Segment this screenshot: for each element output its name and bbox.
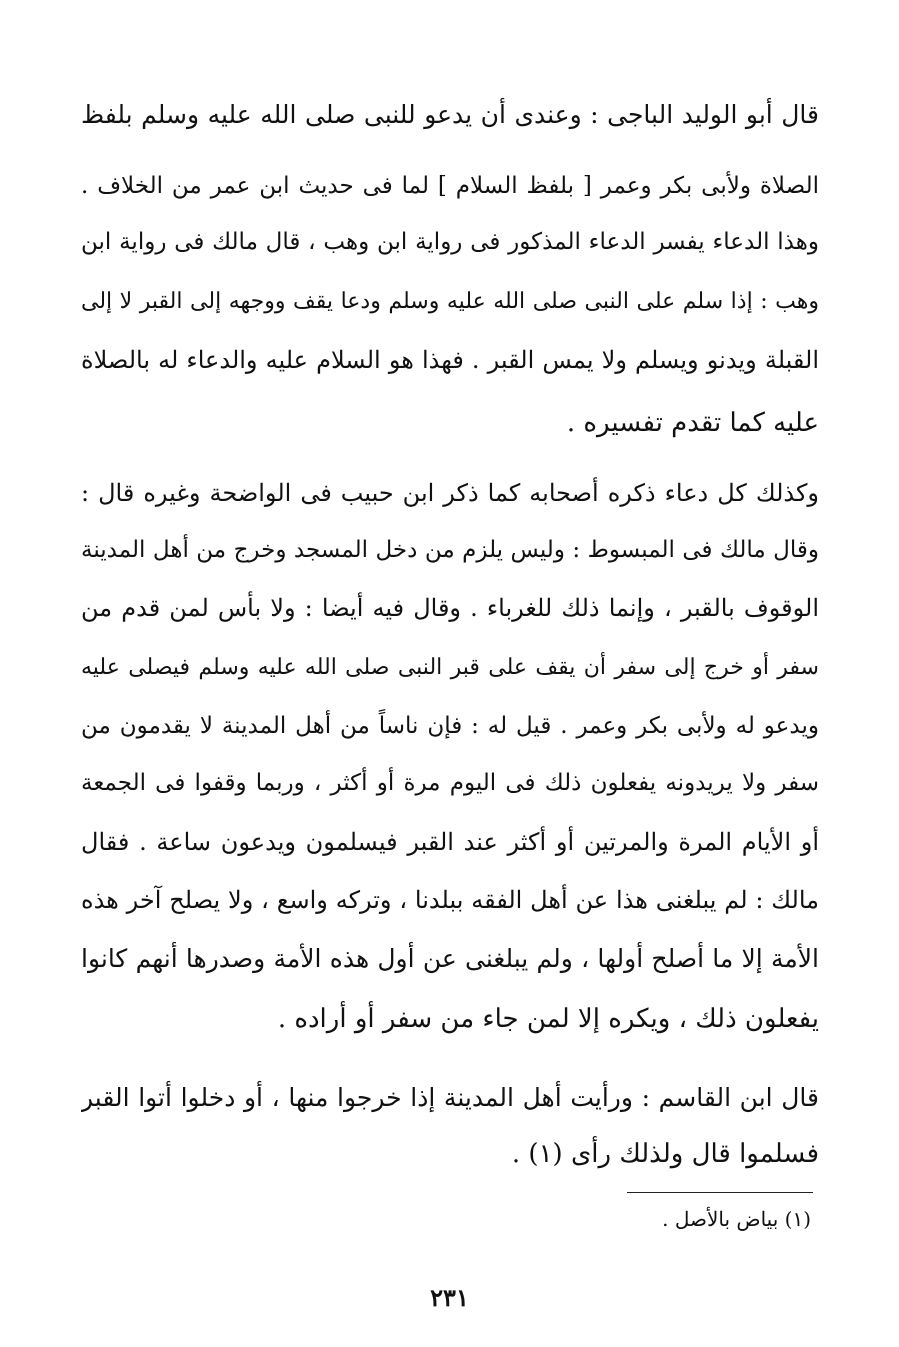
text-line: القبلة ويدنو ويسلم ولا يمس القبر . فهذا هو السلام عليه والدعاء له بالصلاة: [81, 346, 819, 374]
text-line: يفعلون ذلك ، ويكره إلا لمن جاء من سفر أو أراده .: [277, 1004, 819, 1034]
text-line: ويدعو له ولأبى بكر وعمر . قيل له : فإن ناساً من أهل المدينة لا يقدمون من: [81, 713, 819, 739]
text-line: أو الأيام المرة والمرتين أو أكثر عند القبر فيسلمون ويدعون ساعة . فقال: [81, 828, 819, 856]
page-number: ٢٣١: [430, 1283, 469, 1312]
text-line: مالك : لم يبلغنى هذا عن أهل الفقه ببلدنا ، وتركه واسع ، ولا يصلح آخر هذه: [81, 886, 819, 914]
text-line: الصلاة ولأبى بكر وعمر [ بلفظ السلام ] لما فى حديث ابن عمر من الخلاف .: [81, 173, 819, 199]
text-line: وكذلك كل دعاء ذكره أصحابه كما ذكر ابن حبيب فى الواضحة وغيره قال :: [81, 479, 819, 507]
text-line: وقال مالك فى المبسوط : وليس يلزم من دخل المسجد وخرج من أهل المدينة: [81, 537, 819, 563]
text-line: قال ابن القاسم : ورأيت أهل المدينة إذا خرجوا منها ، أو دخلوا أتوا القبر: [81, 1083, 819, 1112]
text-line: قال أبو الوليد الباجى : وعندى أن يدعو للنبى صلى الله عليه وسلم بلفظ: [81, 100, 819, 129]
text-line: وهذا الدعاء يفسر الدعاء المذكور فى رواية ابن وهب ، قال مالك فى رواية ابن: [81, 229, 819, 255]
text-line: سفر ولا يريدونه يفعلون ذلك فى اليوم مرة أو أكثر ، وربما وقفوا فى الجمعة: [81, 770, 819, 796]
text-line: سفر أو خرج إلى سفر أن يقف على قبر النبى صلى الله عليه وسلم فيصلى عليه: [81, 655, 819, 680]
text-line: فسلموا قال ولذلك رأى (١) .: [511, 1139, 819, 1169]
text-line: وهب : إذا سلم على النبى صلى الله عليه وسلم ودعا يقف ووجهه إلى القبر لا إلى: [81, 289, 819, 314]
footnote-separator: [627, 1192, 813, 1193]
text-line: الأمة إلا ما أصلح أولها ، ولم يبلغنى عن أول هذه الأمة وصدرها أنهم كانوا: [81, 944, 819, 973]
text-line: عليه كما تقدم تفسيره .: [566, 408, 819, 438]
text-line: الوقوف بالقبر ، وإنما ذلك للغرباء . وقال فيه أيضا : ولا بأس لمن قدم من: [81, 594, 819, 622]
footnote: (١) بياض بالأصل .: [662, 1207, 811, 1231]
